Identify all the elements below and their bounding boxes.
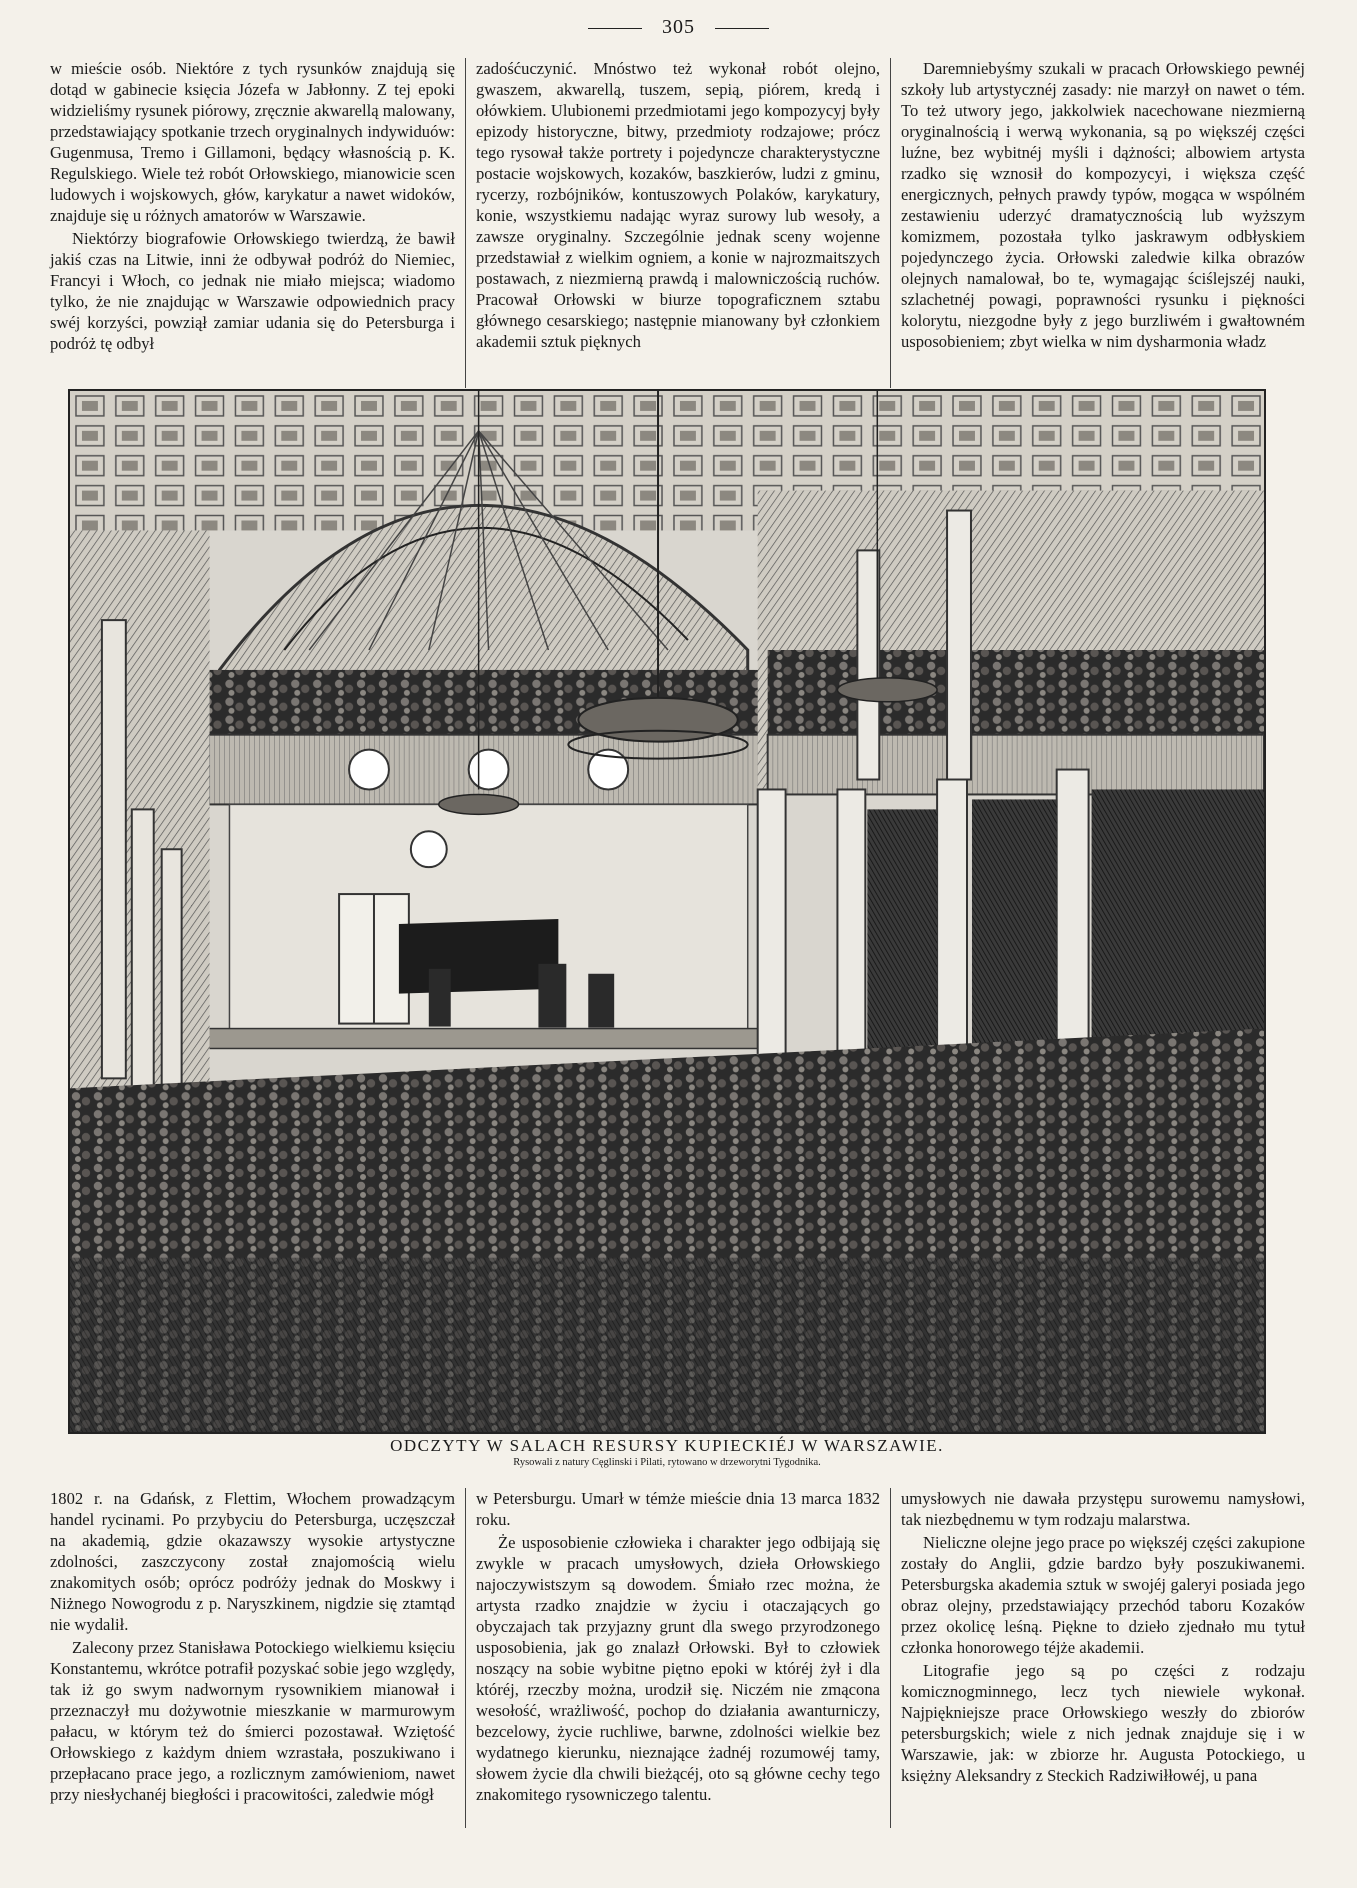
paragraph: Litografie jego są po części z rodzaju komicznogminnego, lecz tych niewiele wykonał. Najpiękniejsze prace Orłowskiego weszły do zbiorów petersburgskich; wiele z nich jednak znajduje się i w Warszawie, jak: w zbiorze hr. Augusta Potockiego, u księżny Aleksandry z Steckich Radziwiłłowéj, u pana: [901, 1661, 1305, 1785]
top-column-1: [40, 58, 465, 388]
top-column-2: [465, 58, 890, 388]
paragraph: Nieliczne olejne jego prace po większéj części zakupione zostały do Anglii, gdzie bardzo były poszukiwanemi. Petersburgska akademia sztuk w swojéj galeryi posiada jego obraz olejny, przedstawiający przechód taboru Kozaków przez okolicę leśną. Piękne to dzieło zjednało mu tytuł członka honorowego téjże akademii.: [901, 1533, 1305, 1657]
caption-credit: Rysowali z natury Cęglinski i Pilati, rytowano w drzeworytni Tygodnika.: [513, 1457, 821, 1468]
paragraph: umysłowych nie dawała przystępu surowemu namysłowi, tak niezbędnemu w tym rodzaju malarstwa.: [901, 1489, 1305, 1529]
paragraph: w mieście osób. Niektóre z tych rysunków znajdują się dotąd w gabinecie księcia Józefa w Jabłonny. Z tej epoki widzieliśmy rysunek piórowy, zręcznie akwarellą malowany, przedstawiający spotkanie trzech oryginalnych indywiduów: Gugenmusa, Tremo i Gillamoni, będący własnością p. K. Regulskiego. Wiele też robót Orłowskiego, mianowicie scen ludowych i wojskowych, głów, karykatur a nawet widoków, znajduje się u różnych amatorów w Warszawie.: [50, 59, 455, 225]
caption-title: ODCZYTY W SALACH RESURSY KUPIECKIÉJ W WARSZAWIE.: [390, 1436, 944, 1455]
bottom-column-2: [465, 1488, 890, 1828]
top-column-3: [890, 58, 1315, 388]
paragraph: 1802 r. na Gdańsk, z Flettim, Włochem prowadzącym handel rycinami. Po przybyciu do Petersburga, uczęszczał na akademią, gdzie okazawszy wysokie artystyczne zdolności, zaszczycony został znajomością wielu znakomitych osób; oprócz podróży jednak do Moskwy i Niżnego Nowogrodu z p. Naryszkinem, nigdzie się ztamtąd nie wydalił.: [50, 1489, 455, 1634]
bottom-column-3: [890, 1488, 1315, 1828]
page-number-text: 305: [662, 16, 695, 38]
illustration-caption: [68, 1436, 1266, 1468]
engraving-lecture-hall: [68, 389, 1266, 1434]
page-number-rule-right: [715, 28, 769, 29]
paragraph: Że usposobienie człowieka i charakter jego odbijają się zwykle w pracach umysłowych, dzieła Orłowskiego najoczywistszym są dowodem. Śmiało rzec można, że artysta rzadko znajdzie w życiu i otaczających go obyczajach tak przyjazny grunt dla swego przyrodzonego usposobienia, jak go znalazł Orłowski. Był to człowiek noszący na sobie wybitne piętno epoki w któréj żył i dla któréj, rzeczby można, urodził się. Niczém nie zmącona wesołość, wrażliwość, pochop do działania awanturniczy, bezcelowy, życie ruchliwe, barwne, zdolności wielkie bez wydatnego kierunku, nieznające żadnéj rozumowéj tamy, słowem życie dla chwili bieżącéj, oto są główne cechy tego znakomitego rysowniczego talentu.: [476, 1533, 880, 1804]
paragraph: w Petersburgu. Umarł w témże mieście dnia 13 marca 1832 roku.: [476, 1489, 880, 1529]
page-number: [0, 16, 1357, 39]
bottom-column-1: [40, 1488, 465, 1828]
top-text-columns: [40, 58, 1315, 388]
paragraph: Daremniebyśmy szukali w pracach Orłowskiego pewnéj szkoły lub artystycznéj zasady: nie marzył on nawet o tém. To też utwory jego, jakkolwiek nacechowane niezmierną oryginalnością i werwą wykonania, są po większéj części luźne, bez wybitnéj myśli i dążności; albowiem artysta rzadko się wznosił do kompozycyi, i większa część energicznych, pełnych prawdy typów, mogąca w wspólném zestawieniu uderzyć dramatycznością lub wyższym komizmem, pozostała tylko jaskrawym odbłyskiem pojedynczego życia. Orłowski zaledwie kilka obrazów olejnych namalował, bo te, wymagając ściślejszéj nauki, szlachetnéj powagi, poprawności rysunku i piękności kolorytu, niezgodne były z jego burzliwém i gwałtowném usposobieniem; zbyt wielka w nim dysharmonia władz: [901, 59, 1305, 351]
engraving-drawing: [70, 391, 1264, 1432]
page-number-rule-left: [588, 28, 642, 29]
paragraph: Zalecony przez Stanisława Potockiego wielkiemu księciu Konstantemu, wkrótce potrafił pozyskać sobie jego względy, tak iż go swym nadwornym rysownikiem mianował i przeznaczył mu dożywotnie mieszkanie w marmurowym pałacu, w którym też do śmierci pozostawał. Wziętość Orłowskiego z każdym dniem wzrastała, poszukiwano i przepłacano prace jego, a rozlicznym zamówieniom, nawet przy niesłychanéj biegłości i pracowitości, zaledwie mógł: [50, 1638, 455, 1804]
paragraph: zadośćuczynić. Mnóstwo też wykonał robót olejno, gwaszem, akwarellą, tuszem, sepią, piórem, kredą i ołówkiem. Ulubionemi przedmiotami jego kompozycyj były epizody historyczne, bitwy, przedmioty rodzajowe; prócz tego rysował także portrety i pojedyncze charakterystyczne postacie wojskowych, kozaków, baszkierów, ludzi z gminu, rycerzy, rozbójników, kontuszowych Polaków, karykatury, konie, wszystkiemu nadając wyraz surowy lub wesoły, a zawsze oryginalny. Szczególnie jednak sceny wojenne przedstawiał z wielkim ogniem, a konie w najrozmaitszych postawach, z niezmierną prawdą i malowniczością ruchów. Pracował Orłowski w biurze topograficznem sztabu głównego cesarskiego; następnie mianowany był członkiem akademii sztuk pięknych: [476, 59, 880, 351]
bottom-text-columns: [40, 1488, 1315, 1828]
paragraph: Niektórzy biografowie Orłowskiego twierdzą, że bawił jakiś czas na Litwie, inni że odbywał podróż do Niemiec, Francyi i Włoch, co jednak nie miało miejsca; wiadomo tylko, że nie znajdując w Warszawie odpowiednich pracy swéj korzyści, powziął zamiar udania się do Petersburga i podróż tę odbył: [50, 229, 455, 353]
